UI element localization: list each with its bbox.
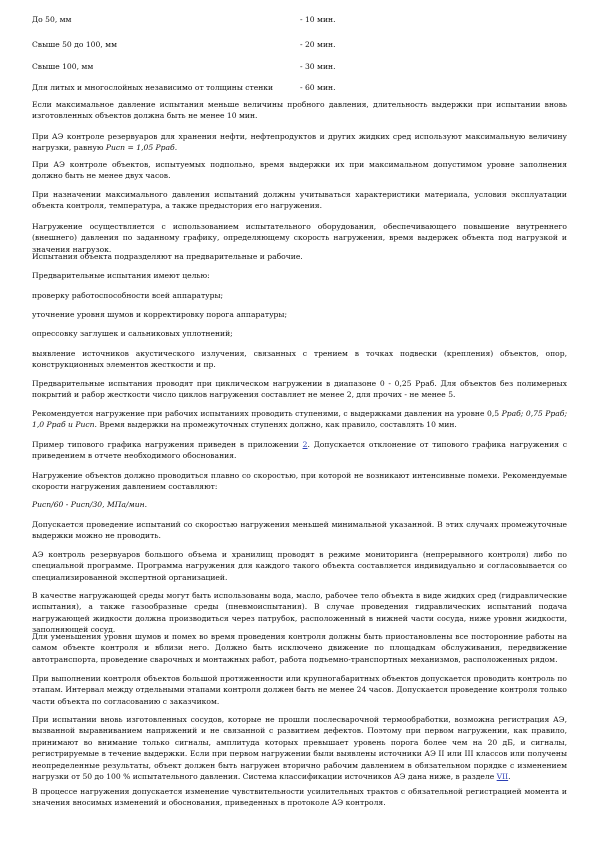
formula: Pисп = 1,05 Pраб — [105, 143, 175, 153]
paragraph: При выполнении контроля объектов большой протяженности или крупногабаритных объектов допускается проводить контроль по этапам. Интервал между отдельными этапами контроля должен быть не менее 24 часов. Допускается проведение контроля только части объекта по согласованию с заказчиком. — [32, 674, 567, 706]
list-item: опрессовку заглушек и сальниковых уплотнений; — [32, 329, 233, 338]
paragraph-text: . Допускается отклонение от типового графика нагружения с приведением в отчете необходимого обоснования. — [32, 440, 567, 461]
paragraph-text: . Время выдержки на промежуточных ступенях должно, как правило, составлять 10 мин. — [94, 420, 457, 430]
formula: Pраб; 0,75 Pраб; 1,0 Pраб и Pисп — [32, 409, 568, 430]
list-item: выявление источников акустического излучения, связанных с трением в точках подвески (крепления) объектов, опор, конструкционных элементов жесткости и пр. — [32, 349, 567, 370]
list-item: проверку работоспособности всей аппаратуры; — [32, 291, 224, 300]
paragraph: АЭ контроль резервуаров большого объема и хранилищ проводят в режиме мониторинга (непрерывного контроля) либо по специальной программе. Программа нагружения для каждого такого объекта составляется индивидуально и согласовывается со специализированной экспертной организацией. — [32, 550, 567, 582]
duration-value: - 10 мин. — [300, 15, 336, 24]
paragraph: Нагружение объектов должно проводиться плавно со скоростью, при которой не возникают интенсивные помехи. Рекомендуемые скорости нагружения давлением составляют: — [32, 471, 567, 492]
paragraph — [32, 408, 567, 431]
paragraph-text: Пример типового графика нагружения приведен в приложении — [32, 440, 303, 449]
wall-thickness-label: Для литых и многослойных независимо от толщины стенки — [32, 83, 274, 92]
paragraph: Испытания объекта подразделяют на предварительные и рабочие. — [32, 252, 303, 261]
duration-value: - 20 мин. — [300, 40, 336, 49]
duration-row — [32, 14, 572, 26]
paragraph: Допускается проведение испытаний со скоростью нагружения меньшей минимальной указанной. В этих случаях промежуточные выдержки можно не проводить. — [32, 520, 567, 541]
paragraph: В процессе нагружения допускается изменение чувствительности усилительных трактов с обязательной регистрацией момента и значения вносимых изменений и обоснования, приведенных в протоколе АЭ контроля. — [32, 787, 567, 808]
paragraph: Нагружение осуществляется с использованием испытательного оборудования, обеспечивающего повышение внутреннего (внешнего) давления по заданному графику, определяющему скорость нагружения, время выдержек объекта под нагрузкой и значения нагрузок. — [32, 222, 567, 254]
list-item: уточнение уровня шумов и корректировку порога аппаратуры; — [32, 310, 288, 319]
paragraph — [32, 439, 567, 462]
formula-line: Pисп/60 - Pисп/30, МПа/мин. — [32, 500, 148, 509]
paragraph: При АЭ контроле объектов, испытуемых подпольно, время выдержки их при максимальном допустимом уровне заполнения должно быть не менее двух часов. — [32, 160, 567, 181]
paragraph-text: . — [508, 772, 511, 782]
paragraph: В качестве нагружающей среды могут быть использованы вода, масло, рабочее тело объекта в виде жидких сред (гидравлические испытания), а также газообразные среды (пневмоиспытания). В случае проведения гидравлических испытаний подача нагружающей жидкости должна производиться через патрубок, расположенный в нижней части сосуда, ниже уровня жидкости, заполняющей сосуд. — [32, 591, 567, 635]
duration-value: - 60 мин. — [300, 83, 336, 92]
duration-value: - 30 мин. — [300, 62, 336, 71]
paragraph-text: При АЭ контроле резервуаров для хранения нефти, нефтепродуктов и других жидких сред используют максимальную величину нагрузки, равную — [32, 132, 567, 153]
paragraph: Для уменьшения уровня шумов и помех во время проведения контроля должны быть приостановлены все посторонние работы на самом объекте контроля и вблизи него. Должно быть исключено движение по площадкам обслуживания, передвижение автотранспорта, проведение сварочных и монтажных работ, работа подъемно-транспортных механизмов, расположенных рядом. — [32, 632, 567, 664]
paragraph: Предварительные испытания проводят при циклическом нагружении в диапазоне 0 - 0,25 Pраб. Для объектов без полимерных покрытий и рабор жесткости число циклов нагружения составляет не менее 2, для прочих - не менее 5. — [32, 379, 567, 400]
duration-row — [32, 39, 572, 51]
duration-row — [32, 82, 572, 94]
paragraph — [32, 131, 567, 154]
appendix-link[interactable]: 2 — [302, 440, 308, 449]
paragraph-text: При испытании вновь изготовленных сосудов, которые не прошли послесварочной термообработки, возможна регистрация АЭ, вызванной выравниванием напряжений и не связанной с развитием дефектов. Поэтому при первом нагружении, как правило, принимают во внимание только сигналы, амплитуда которых превышает уровень порога более чем на 20 дБ, и сигналы, регистрируемые в течение выдержки. Если при первом нагружении были выявлены источники АЭ II или III классов или получены неопределенные результаты, объект должен быть нагружен вторично рабочим давлением в обязательном порядке с изменением нагрузки от 50 до 100 % испытательного давления. Система классификации источников АЭ дана ниже, в разделе — [32, 715, 567, 782]
paragraph-text: Рекомендуется нагружение при рабочих испытаниях проводить ступенями, с выдержками давления на уровне 0,5 — [32, 409, 502, 418]
paragraph: Предварительные испытания имеют целью: — [32, 271, 210, 280]
paragraph-text: . — [174, 143, 178, 153]
section-link[interactable]: VII — [496, 772, 509, 782]
wall-thickness-label: До 50, мм — [32, 15, 72, 24]
wall-thickness-label: Свыше 50 до 100, мм — [32, 40, 117, 49]
wall-thickness-label: Свыше 100, мм — [32, 62, 94, 71]
duration-row — [32, 61, 572, 73]
paragraph: Если максимальное давление испытания меньше величины пробного давления, длительность выдержки при испытании вновь изготовленных объектов должна быть не менее 10 мин. — [32, 100, 567, 121]
paragraph — [32, 714, 567, 782]
paragraph: При назначении максимального давления испытаний должны учитываться характеристики материала, условия эксплуатации объекта контроля, температура, а также предыстория его нагружения. — [32, 190, 567, 211]
